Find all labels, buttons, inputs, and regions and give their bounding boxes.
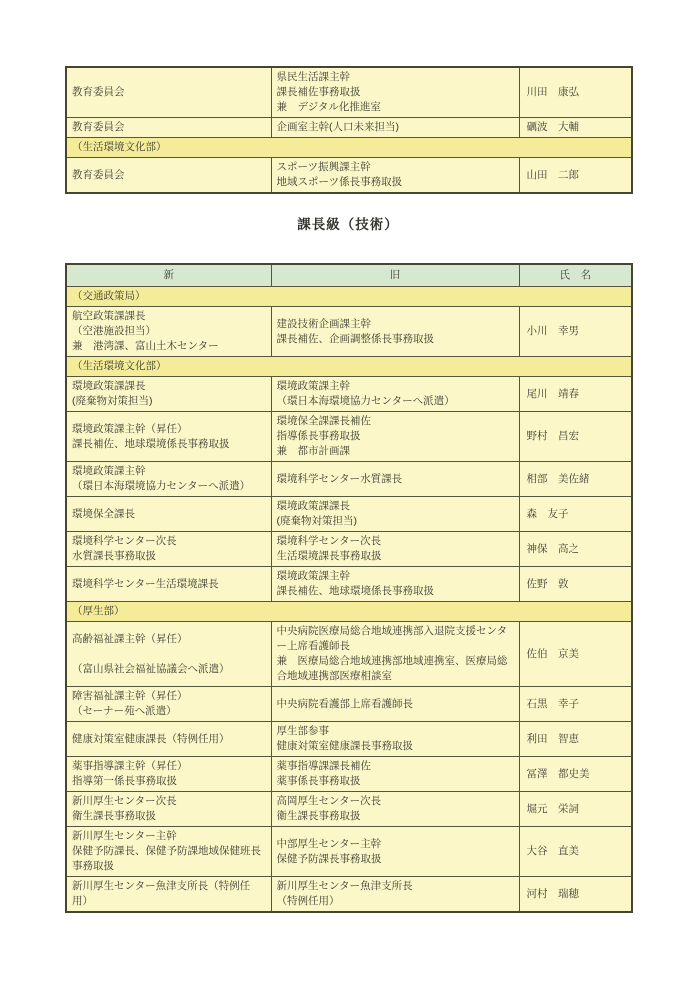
cell-person-name: 冨澤 都史美 xyxy=(519,757,632,792)
position-line: 中部厚生センター主幹 xyxy=(276,837,382,850)
position-line: 新川厚生センター魚津支所長（特例任用） xyxy=(72,880,251,907)
position-line: 企画室主幹(人口未来担当) xyxy=(276,121,399,133)
cell-new-position xyxy=(66,307,271,357)
cell-person-name: 河村 瑞穂 xyxy=(519,877,632,913)
section-row xyxy=(66,138,632,158)
position-line: （環日本海環境協力センターへ派遣） xyxy=(276,395,455,407)
position-line: 環境政策課主幹 xyxy=(72,465,146,477)
cell-new-position xyxy=(66,462,271,497)
position-line: （環日本海環境協力センターへ派遣） xyxy=(72,480,251,492)
position-line: 航空政策課課長 xyxy=(72,310,146,322)
position-line: 地域スポーツ係長事務取扱 xyxy=(276,176,403,188)
section-row-label: （生活環境文化部） xyxy=(66,138,632,158)
position-line: 課長補佐、地球環境係長事務取扱 xyxy=(276,585,434,597)
cell-new-position xyxy=(66,757,271,792)
position-line: 薬事係長事務取扱 xyxy=(276,775,361,787)
position-line: 新川厚生センター主幹 xyxy=(72,830,177,842)
position-line: 環境科学センター次長 xyxy=(276,535,382,547)
cell-new-position xyxy=(66,792,271,827)
position-line: 環境政策課課長 xyxy=(72,380,146,392)
position-line: （セーナー苑へ派遣） xyxy=(72,705,177,717)
table-row xyxy=(66,687,632,722)
cell-new-position xyxy=(66,567,271,602)
position-line: 兼 都市計画課 xyxy=(276,445,350,457)
position-line: 健康対策室健康課長（特例任用） xyxy=(72,732,230,745)
table-body xyxy=(66,287,632,913)
position-line: 環境保全課長 xyxy=(72,507,135,520)
position-line: 新川厚生センター魚津支所長 xyxy=(276,880,413,892)
cell-new-position xyxy=(66,722,271,757)
position-line: 兼 デジタル化推進室 xyxy=(276,101,381,113)
table-row xyxy=(66,722,632,757)
cell-old-position xyxy=(271,462,519,497)
table-row xyxy=(66,412,632,462)
position-line: 水質課長事務取扱 xyxy=(72,550,156,562)
section-row xyxy=(66,287,632,307)
cell-old-position xyxy=(271,622,519,687)
cell-old-position xyxy=(271,158,519,194)
cell-new-position xyxy=(66,497,271,532)
position-line: (廃棄物対策担当) xyxy=(72,395,153,407)
position-line: （富山県社会福祉協議会へ派遣） xyxy=(72,662,230,675)
table-row xyxy=(66,462,632,497)
section-row-label: （厚生部） xyxy=(66,602,632,622)
position-line: 薬事指導課主幹（昇任） xyxy=(72,760,188,772)
cell-new-position xyxy=(66,827,271,877)
position-line: 環境政策課主幹 xyxy=(276,380,350,392)
position-line: 薬事指導課課長補佐 xyxy=(276,760,371,772)
cell-old-position xyxy=(271,67,519,118)
table-row xyxy=(66,532,632,567)
cell-person-name: 堀元 栄詞 xyxy=(519,792,632,827)
position-line: 衛生課長事務取扱 xyxy=(72,810,156,822)
cell-person-name: 佐伯 京美 xyxy=(519,622,632,687)
cell-old-position xyxy=(271,377,519,412)
section-row-label: （生活環境文化部） xyxy=(66,357,632,377)
position-line: 高岡厚生センター次長 xyxy=(276,795,382,807)
position-line xyxy=(72,647,266,662)
table-row xyxy=(66,622,632,687)
column-header-name: 氏 名 xyxy=(519,264,632,287)
cell-person-name: 佐野 敦 xyxy=(519,567,632,602)
cell-old-position xyxy=(271,877,519,913)
cell-person-name: 神保 高之 xyxy=(519,532,632,567)
cell-person-name: 森 友子 xyxy=(519,497,632,532)
position-line: スポーツ振興課主幹 xyxy=(276,161,371,173)
position-line: 保健予防課長事務取扱 xyxy=(276,852,382,865)
cell-new-position xyxy=(66,687,271,722)
position-line: 教育委員会 xyxy=(72,121,125,133)
cell-person-name: 石黒 幸子 xyxy=(519,687,632,722)
position-line: 環境政策課課長 xyxy=(276,500,350,512)
position-line: 生活環境課長事務取扱 xyxy=(276,550,382,562)
position-line: （空港施設担当） xyxy=(72,325,156,337)
cell-old-position xyxy=(271,827,519,877)
table-row xyxy=(66,792,632,827)
position-line: 高齢福祉課主幹（昇任） xyxy=(72,632,188,645)
cell-old-position xyxy=(271,567,519,602)
position-line: 中央病院医療局総合地域連携部入退院支援センター上席看護師長 xyxy=(276,625,508,652)
column-header-new: 新 xyxy=(66,264,271,287)
position-line: 課長補佐、企画調整係長事務取扱 xyxy=(276,332,434,345)
cell-old-position xyxy=(271,307,519,357)
cell-new-position xyxy=(66,377,271,412)
position-line: 健康対策室健康課長事務取扱 xyxy=(276,740,413,752)
promotion-table-previous-section xyxy=(65,66,633,194)
table-row xyxy=(66,827,632,877)
cell-new-position xyxy=(66,67,271,118)
table-body xyxy=(66,67,632,193)
cell-new-position xyxy=(66,622,271,687)
cell-person-name: 大谷 直美 xyxy=(519,827,632,877)
position-line: 環境科学センター生活環境課長 xyxy=(72,577,219,590)
section-row-label: （交通政策局） xyxy=(66,287,632,307)
cell-person-name: 利田 智恵 xyxy=(519,722,632,757)
cell-old-position xyxy=(271,757,519,792)
cell-person-name: 野村 昌宏 xyxy=(519,412,632,462)
cell-old-position xyxy=(271,792,519,827)
position-line: 建設技術企画課主幹 xyxy=(276,317,371,330)
cell-person-name: 尾川 靖春 xyxy=(519,377,632,412)
cell-old-position xyxy=(271,412,519,462)
table-header xyxy=(66,264,632,287)
position-line: 環境政策課主幹 xyxy=(276,570,350,582)
position-line: 環境科学センター水質課長 xyxy=(276,472,403,485)
position-line: 衛生課長事務取扱 xyxy=(276,810,361,822)
position-line: 兼 医療局総合地域連携部地域連携室、医療局総合地域連携部医療相談室 xyxy=(276,655,508,682)
promotion-table-section-chief-technical xyxy=(65,263,633,913)
table-row xyxy=(66,307,632,357)
position-line: (廃棄物対策担当) xyxy=(276,515,357,527)
position-line: 環境科学センター次長 xyxy=(72,535,177,547)
cell-old-position xyxy=(271,687,519,722)
cell-person-name: 川田 康弘 xyxy=(519,67,632,118)
position-line: 指導係長事務取扱 xyxy=(276,430,361,442)
position-line: 指導第一係長事務取扱 xyxy=(72,775,177,787)
table-row xyxy=(66,567,632,602)
position-line: 環境保全課課長補佐 xyxy=(276,415,371,427)
position-line: 厚生部参事 xyxy=(276,725,329,737)
section-row xyxy=(66,357,632,377)
table-row xyxy=(66,377,632,412)
position-line: 中央病院看護部上席看護師長 xyxy=(276,697,413,710)
position-line: 課長補佐、地球環境係長事務取扱 xyxy=(72,437,230,450)
cell-old-position xyxy=(271,722,519,757)
position-line: 新川厚生センター次長 xyxy=(72,795,177,807)
table-row xyxy=(66,67,632,118)
table-row xyxy=(66,158,632,194)
table-row xyxy=(66,497,632,532)
cell-person-name: 山田 二郎 xyxy=(519,158,632,194)
position-line: （特例任用） xyxy=(276,895,340,907)
position-line: 障害福祉課主幹（昇任） xyxy=(72,690,188,702)
position-line: 課長補佐事務取扱 xyxy=(276,86,361,98)
cell-person-name: 礪波 大輔 xyxy=(519,118,632,138)
position-line: 県民生活課主幹 xyxy=(276,71,350,83)
cell-new-position xyxy=(66,118,271,138)
cell-new-position xyxy=(66,412,271,462)
cell-old-position xyxy=(271,118,519,138)
position-line: 兼 港湾課、富山土木センター xyxy=(72,340,219,352)
table-row xyxy=(66,877,632,913)
cell-person-name: 相部 美佐緒 xyxy=(519,462,632,497)
cell-new-position xyxy=(66,877,271,913)
cell-old-position xyxy=(271,497,519,532)
position-line: 教育委員会 xyxy=(72,86,125,98)
position-line: 環境政策課主幹（昇任） xyxy=(72,422,188,435)
table-row xyxy=(66,118,632,138)
cell-new-position xyxy=(66,158,271,194)
table-row xyxy=(66,757,632,792)
cell-old-position xyxy=(271,532,519,567)
cell-person-name: 小川 幸男 xyxy=(519,307,632,357)
column-header-old: 旧 xyxy=(271,264,519,287)
cell-new-position xyxy=(66,532,271,567)
position-line: 保健予防課長、保健予防課地域保健班長事務取扱 xyxy=(72,845,261,872)
section-row xyxy=(66,602,632,622)
page-title: 課長級（技術） xyxy=(297,217,399,232)
position-line: 教育委員会 xyxy=(72,168,125,181)
